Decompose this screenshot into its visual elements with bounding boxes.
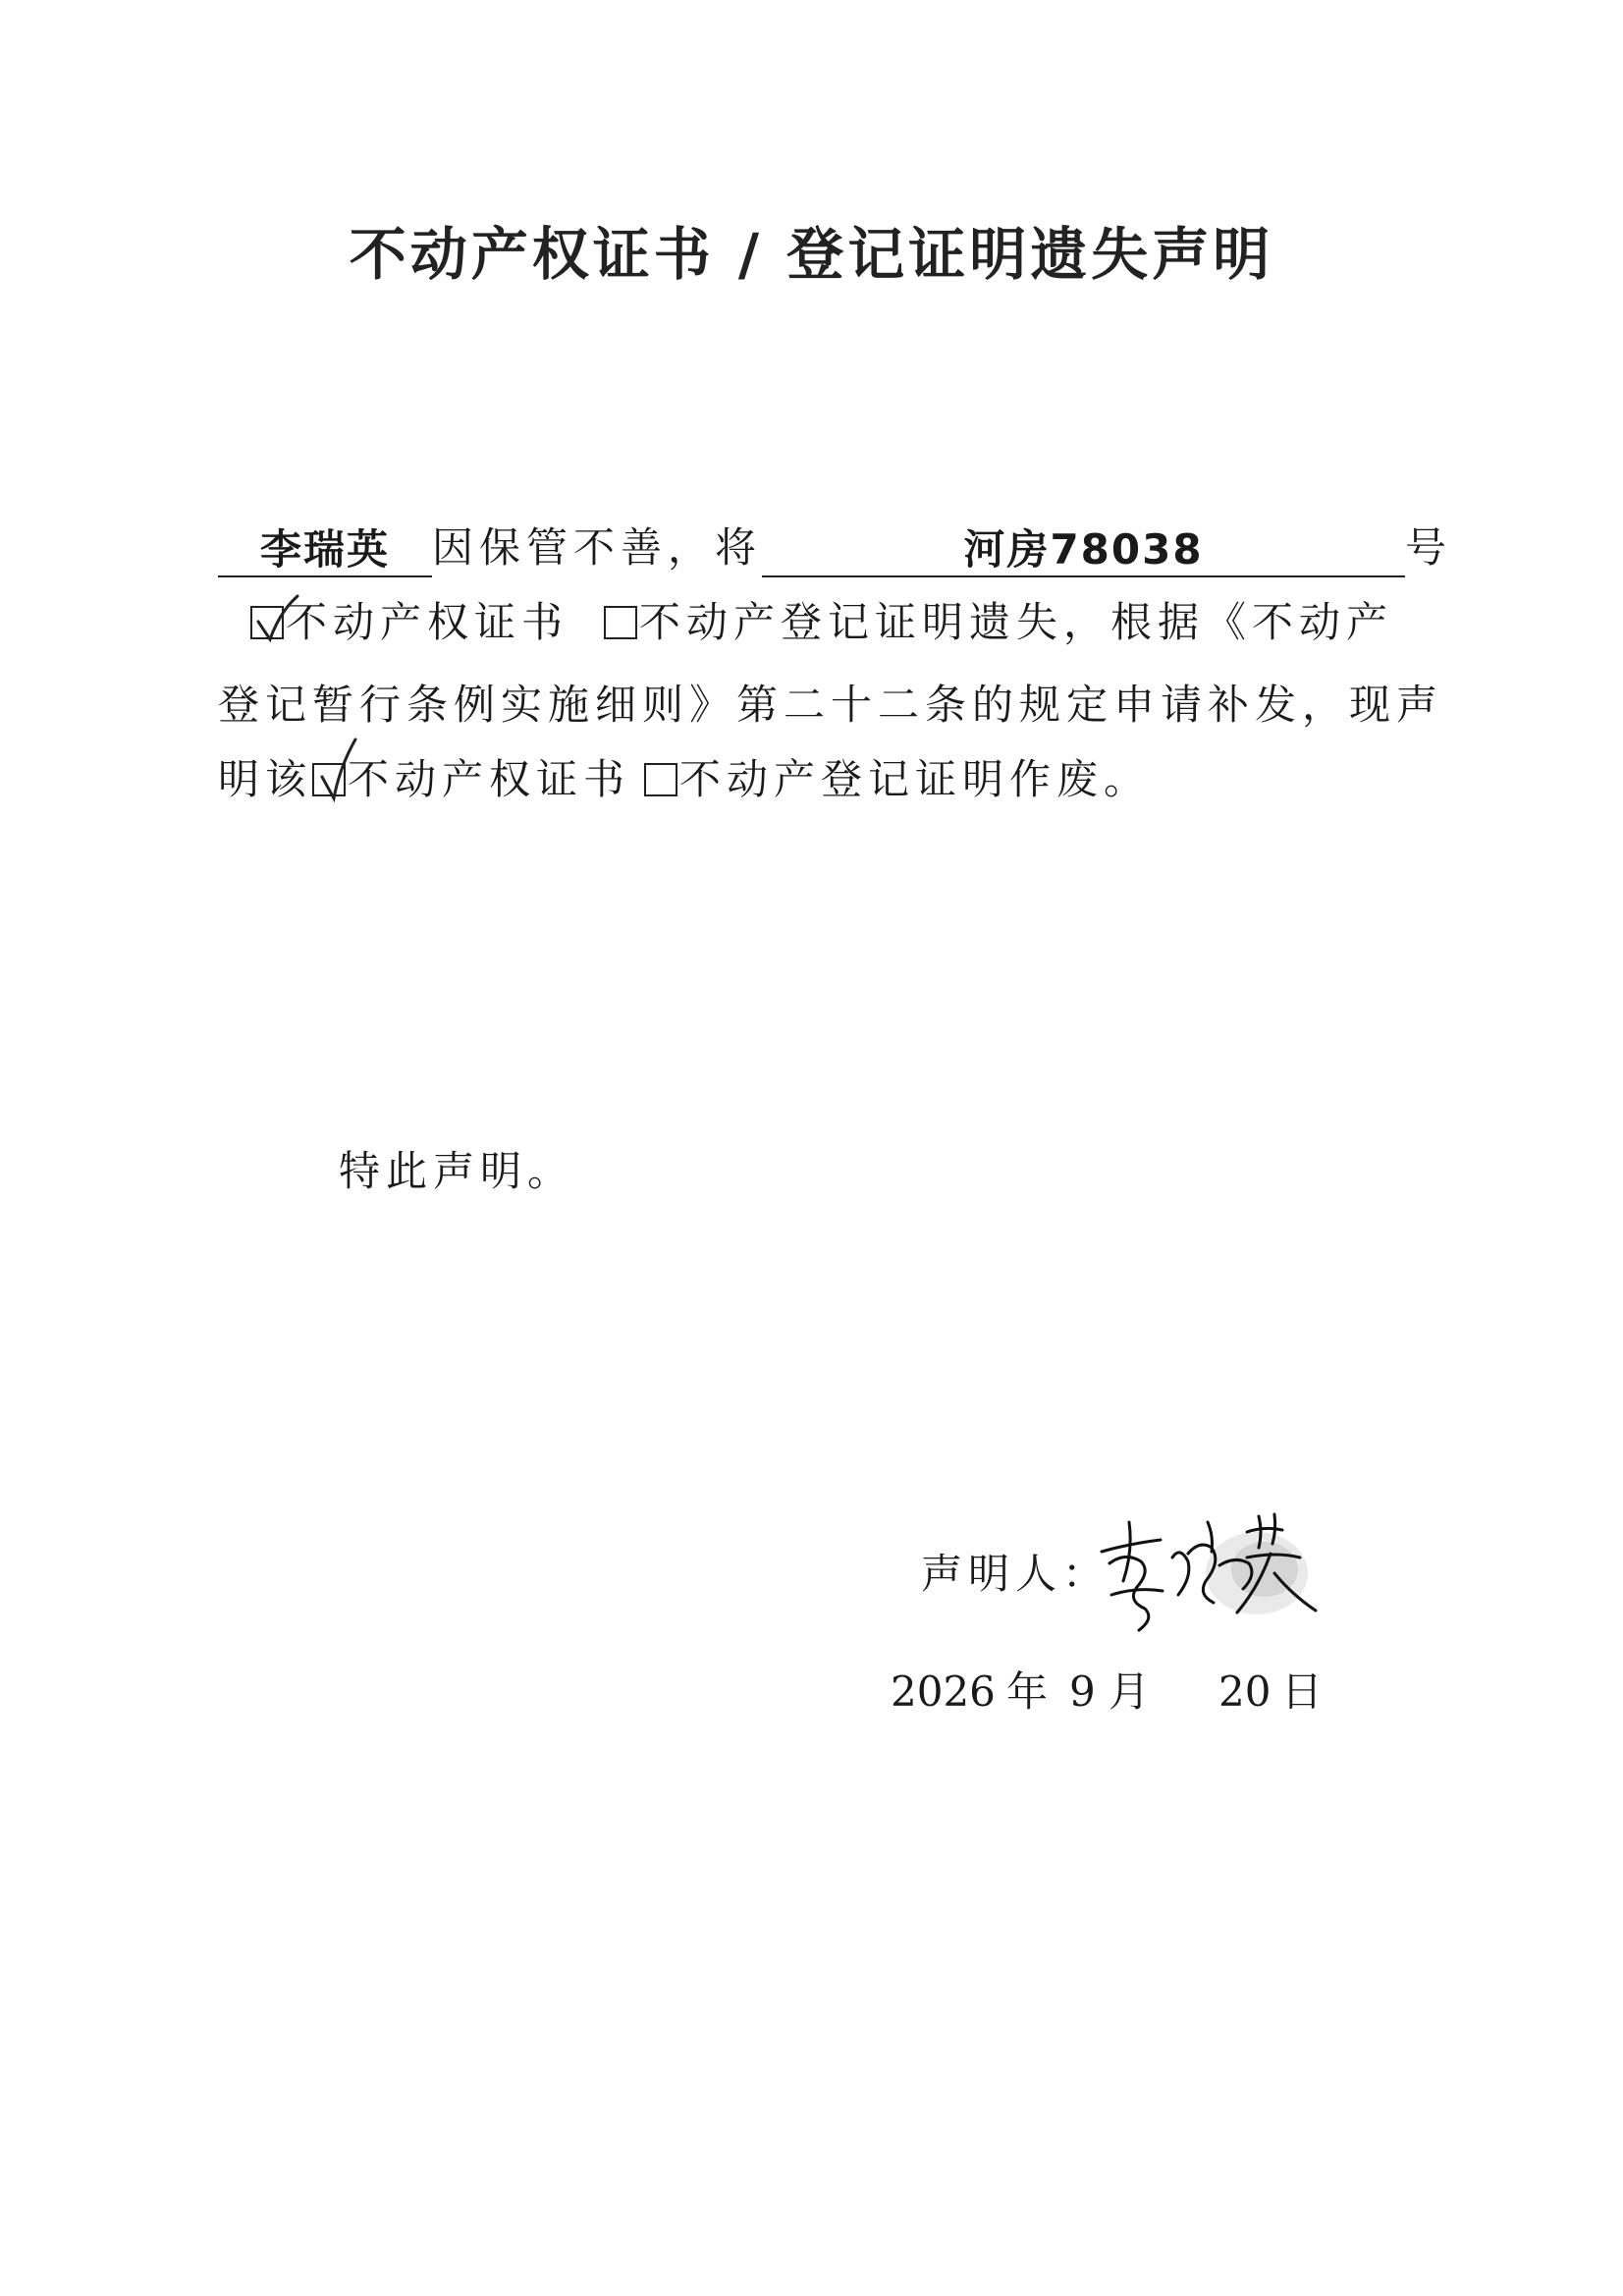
statement-line-1 — [218, 519, 1452, 577]
statement-line-2 — [250, 593, 1393, 652]
statement-line-4 — [218, 750, 1151, 809]
checkbox-registration-certificate-void — [644, 763, 677, 796]
date-year: 2026 — [891, 1667, 996, 1716]
checkbox-property-certificate — [250, 606, 284, 639]
page-title: 不动产权证书 / 登记证明遗失声明 — [349, 221, 1274, 288]
option-property-certificate-label: 不动产权证书 — [286, 598, 569, 646]
declaration-date — [891, 1660, 1323, 1719]
date-month-label: 月 — [1109, 1667, 1151, 1716]
option-property-certificate-void-label: 不动产权证书 — [348, 755, 631, 803]
hao-text: 号 — [1405, 523, 1453, 572]
date-month: 9 — [1069, 1667, 1096, 1716]
checkmark-icon — [254, 594, 301, 649]
checkmark-icon — [316, 743, 363, 798]
reason-text: 因保管不善，将 — [432, 523, 763, 572]
line4-prefix: 明该 — [218, 755, 313, 803]
statement-line-3 — [218, 676, 1443, 735]
closing-statement: 特此声明。 — [339, 1147, 575, 1195]
regulation-text: 登记暂行条例实施细则》第二十二条的规定申请补发，现声 — [218, 681, 1444, 729]
declarant-label: 声明人： — [921, 1550, 1110, 1598]
declarant-name-field: 李瑞英 — [218, 524, 432, 577]
date-day-label: 日 — [1281, 1667, 1324, 1716]
handwritten-signature — [1090, 1493, 1335, 1640]
option-registration-certificate-void-label: 不动产登记证明作废。 — [679, 755, 1152, 803]
checkbox-property-certificate-void — [312, 763, 346, 796]
date-year-label: 年 — [1006, 1667, 1049, 1716]
option-registration-certificate-label: 不动产登记证明遗失，根据《不动产 — [639, 598, 1394, 646]
checkbox-registration-certificate — [604, 606, 637, 639]
certificate-number-field: 河房78038 — [762, 524, 1405, 577]
date-day: 20 — [1218, 1667, 1271, 1716]
